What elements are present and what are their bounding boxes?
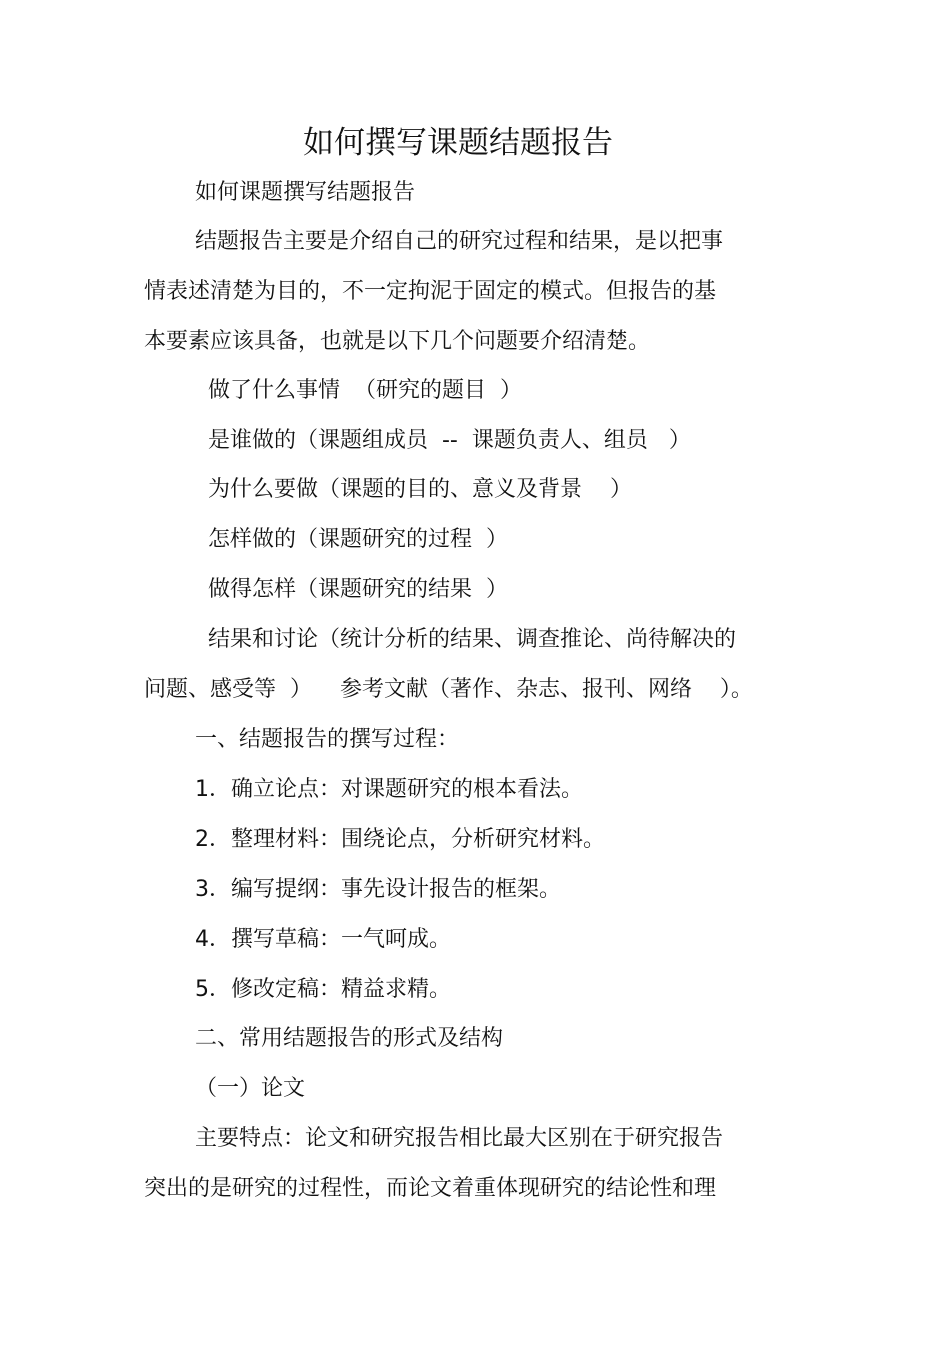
intro-line-2: 情表述清楚为目的，不一定拘泥于固定的模式。但报告的基 — [144, 279, 717, 304]
intro-line-3: 本要素应该具备，也就是以下几个问题要介绍清楚。 — [144, 329, 651, 354]
question-who: 是谁做的（课题组成员 -- 课题负责人、组员 ） — [208, 428, 691, 453]
question-how: 怎样做的（课题研究的过程 ） — [208, 527, 508, 552]
step-4: 4．撰写草稿：一气呵成。 — [195, 927, 451, 952]
step-1: 1．确立论点：对课题研究的根本看法。 — [195, 777, 583, 802]
step-3: 3．编写提纲：事先设计报告的框架。 — [195, 877, 561, 902]
document-subtitle: 如何课题撰写结题报告 — [195, 180, 416, 205]
step-2: 2．整理材料：围绕论点，分析研究材料。 — [195, 827, 605, 852]
features-line-2: 突出的是研究的过程性，而论文着重体现研究的结论性和理 — [144, 1176, 717, 1201]
features-line-1: 主要特点：论文和研究报告相比最大区别在于研究报告 — [195, 1126, 724, 1151]
question-why: 为什么要做（课题的目的、意义及背景 ） — [208, 477, 632, 502]
subsection-heading: （一）论文 — [195, 1076, 306, 1101]
intro-line-1: 结题报告主要是介绍自己的研究过程和结果，是以把事 — [195, 229, 724, 254]
question-what: 做了什么事情 （研究的题目 ） — [208, 378, 522, 403]
document-title: 如何撰写课题结题报告 — [303, 125, 613, 161]
question-discussion-continued: 问题、感受等 ） 参考文献（著作、杂志、报刊、网络 ）。 — [144, 677, 753, 702]
question-discussion: 结果和讨论（统计分析的结果、调查推论、尚待解决的 — [208, 627, 737, 652]
question-result: 做得怎样（课题研究的结果 ） — [208, 577, 508, 602]
section-2-heading: 二、常用结题报告的形式及结构 — [195, 1026, 504, 1051]
section-1-heading: 一、结题报告的撰写过程： — [195, 727, 460, 752]
step-5: 5．修改定稿：精益求精。 — [195, 977, 451, 1002]
